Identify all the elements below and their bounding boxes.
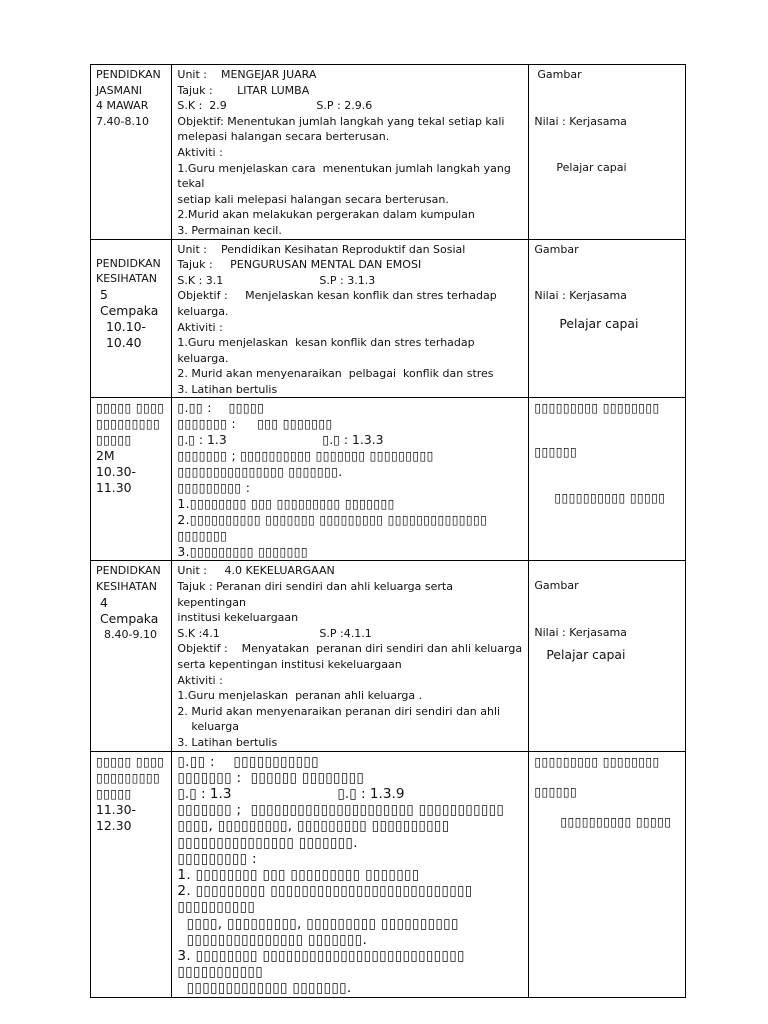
table-row — [91, 561, 686, 751]
subject-cell — [91, 561, 172, 751]
unit-line: Unit : MENGEJAR JUARA — [177, 68, 317, 81]
pelajar-capai-label: Pelajar capai — [546, 646, 626, 662]
objektif-line: ▯▯▯▯▯▯▯▯▯▯▯▯▯▯▯ ▯▯▯▯▯▯▯. — [177, 464, 343, 480]
notes-cell — [529, 239, 686, 398]
class-line: 5 Cempaka — [100, 286, 159, 318]
notes-cell — [529, 561, 686, 751]
objektif-line: Objektif : Menjelaskan kesan konflik dan stres terhadap — [177, 289, 497, 303]
subject-cell — [91, 398, 172, 561]
sk-sp-line — [177, 273, 524, 289]
nilai-label: ▯▯▯▯▯▯ — [534, 783, 578, 799]
sk-value: ▯.▯ : 1.3 — [177, 786, 232, 802]
subject-line: KESIHATAN — [96, 580, 157, 594]
aktiviti-line: keluarga — [177, 720, 239, 734]
subject-line: ▯▯▯▯▯ ▯▯▯▯ — [96, 400, 165, 416]
gambar-label: Gambar — [534, 579, 579, 593]
subject-line: PENDIDKAN — [96, 68, 161, 81]
subject-line: ▯▯▯▯▯ — [96, 785, 132, 801]
subject-line: KESIHATAN — [96, 272, 157, 286]
subject-line: PENDIDKAN — [96, 256, 161, 270]
aktiviti-line: 3. Latihan bertulis — [177, 382, 278, 396]
notes-cell — [529, 751, 686, 997]
sp-value: ▯.▯ : 1.3.9 — [337, 786, 405, 802]
table-row — [91, 239, 686, 398]
gambar-label: Gambar — [534, 242, 579, 256]
aktiviti-line: ▯▯▯▯▯▯▯▯▯▯▯▯▯▯▯ ▯▯▯▯▯▯▯. — [177, 931, 368, 948]
aktiviti-line: 2. ▯▯▯▯▯▯▯▯▯ ▯▯▯▯▯▯▯▯▯▯▯▯▯▯▯▯▯▯▯▯▯▯▯▯▯▯ — [177, 883, 473, 900]
aktiviti-line: 3.▯▯▯▯▯▯▯▯▯ ▯▯▯▯▯▯▯ — [177, 544, 308, 560]
notes-cell — [529, 398, 686, 561]
table-row — [91, 751, 686, 997]
sk-value: S.K :4.1 — [177, 626, 220, 640]
table-row — [91, 65, 686, 240]
subject-cell — [91, 239, 172, 398]
aktiviti-label: ▯▯▯▯▯▯▯▯▯ : — [177, 850, 257, 867]
time-line: 10.30-11.30 — [96, 464, 136, 496]
time-line: 10.40 — [106, 334, 142, 350]
objektif-line: keluarga. — [177, 304, 229, 318]
tajuk-line: Tajuk : PENGURUSAN MENTAL DAN EMOSI — [177, 258, 422, 272]
time-line: 7.40-8.10 — [96, 114, 149, 128]
objektif-line: melepasi halangan secara berterusan. — [177, 130, 390, 144]
lesson-details-cell — [172, 239, 529, 398]
objektif-line: serta kepentingan institusi kekeluargaan — [177, 658, 402, 672]
unit-line: ▯.▯▯ : ▯▯▯▯▯ — [177, 400, 265, 416]
sk-sp-line — [177, 626, 524, 642]
lesson-details-cell — [172, 561, 529, 751]
tajuk-line: Tajuk : Peranan diri sendiri dan ahli keluarga serta kepentingan — [177, 580, 457, 609]
aktiviti-line: 3. Latihan bertulis — [177, 736, 278, 749]
pelajar-capai-label: ▯▯▯▯▯▯▯▯▯▯ ▯▯▯▯▯ — [560, 813, 672, 829]
sp-value: S.P : 3.1.3 — [319, 273, 376, 287]
subject-line: PENDIDKAN — [96, 564, 161, 578]
aktiviti-line: 1.Guru menjelaskan peranan ahli keluarga . — [177, 689, 423, 703]
sk-value: S.K : 2.9 — [177, 99, 227, 113]
objektif-line: ▯▯▯▯▯▯▯ ; ▯▯▯▯▯▯▯▯▯▯ ▯▯▯▯▯▯▯ ▯▯▯▯▯▯▯▯▯ — [177, 448, 434, 464]
table-row — [91, 398, 686, 561]
aktiviti-line: ▯▯▯▯▯▯▯▯▯▯▯▯▯ ▯▯▯▯▯▯▯. — [177, 980, 352, 997]
aktiviti-line: 2. Murid akan menyenaraikan pelbagai konflik dan stres — [177, 367, 494, 381]
aktiviti-label: Aktiviti : — [177, 673, 223, 687]
sk-sp-line — [177, 432, 524, 448]
sk-sp-line — [177, 98, 524, 114]
sp-value: S.P :4.1.1 — [319, 626, 372, 640]
pelajar-capai-label: ▯▯▯▯▯▯▯▯▯▯ ▯▯▯▯▯ — [554, 490, 666, 506]
tajuk-line: Tajuk : LITAR LUMBA — [177, 83, 310, 97]
notes-cell — [529, 65, 686, 240]
aktiviti-line: 1.Guru menjelaskan cara menentukan jumlah langkah yang tekal — [177, 161, 515, 191]
objektif-line: ▯▯▯▯▯▯▯ ; ▯▯▯▯▯▯▯▯▯▯▯▯▯▯▯▯▯▯▯▯▯ ▯▯▯▯▯▯▯▯▯▯▯ — [177, 802, 505, 819]
aktiviti-line: 1.Guru menjelaskan kesan konflik dan stres terhadap keluarga. — [177, 336, 479, 365]
class-line: 4 MAWAR — [96, 99, 149, 113]
aktiviti-line: 2. Murid akan menyenaraikan peranan diri sendiri dan ahli — [177, 704, 501, 718]
gambar-label: Gambar — [537, 68, 582, 81]
class-line: 2M — [96, 448, 115, 464]
aktiviti-line: 3. ▯▯▯▯▯▯▯▯ ▯▯▯▯▯▯▯▯▯▯▯▯▯▯▯▯▯▯▯▯▯▯▯▯▯▯ ▯▯▯▯▯▯▯▯▯▯▯ — [177, 948, 470, 981]
subject-cell — [91, 751, 172, 997]
pelajar-capai-label: Pelajar capai — [556, 161, 627, 175]
objektif-line: ▯▯▯▯, ▯▯▯▯▯▯▯▯▯, ▯▯▯▯▯▯▯▯▯ ▯▯▯▯▯▯▯▯▯▯ — [177, 818, 450, 835]
aktiviti-line: 1. ▯▯▯▯▯▯▯▯ ▯▯▯ ▯▯▯▯▯▯▯▯▯ ▯▯▯▯▯▯▯ — [177, 867, 420, 884]
sp-value: ▯.▯ : 1.3.3 — [322, 432, 384, 448]
subject-line: ▯▯▯▯▯▯▯▯▯ — [96, 769, 161, 785]
subject-line: ▯▯▯▯▯ ▯▯▯▯ — [96, 753, 165, 769]
aktiviti-line: 2.Murid akan melakukan pergerakan dalam kumpulan — [177, 208, 475, 222]
nilai-label: Nilai : Kerjasama — [534, 289, 627, 303]
lesson-details-cell — [172, 65, 529, 240]
tajuk-line: ▯▯▯▯▯▯▯ : ▯▯▯ ▯▯▯▯▯▯▯ — [177, 416, 333, 432]
gambar-label: ▯▯▯▯▯▯▯▯▯ ▯▯▯▯▯▯▯▯ — [534, 400, 660, 416]
gambar-label: ▯▯▯▯▯▯▯▯▯ ▯▯▯▯▯▯▯▯ — [534, 753, 660, 769]
aktiviti-label: Aktiviti : — [177, 320, 223, 334]
aktiviti-line: ▯▯▯▯▯▯▯▯▯▯ — [177, 899, 256, 916]
nilai-label: Nilai : Kerjasama — [534, 114, 627, 128]
subject-line: ▯▯▯▯▯▯▯▯▯ — [96, 416, 161, 432]
aktiviti-line: ▯▯▯▯, ▯▯▯▯▯▯▯▯▯, ▯▯▯▯▯▯▯▯▯ ▯▯▯▯▯▯▯▯▯▯ — [177, 915, 459, 932]
lesson-details-cell — [172, 398, 529, 561]
aktiviti-label: ▯▯▯▯▯▯▯▯▯ : — [177, 480, 251, 496]
lesson-plan-table — [90, 64, 686, 998]
time-line: 11.30- — [96, 801, 136, 817]
aktiviti-line: 2.▯▯▯▯▯▯▯▯▯▯ ▯▯▯▯▯▯▯ ▯▯▯▯▯▯▯▯▯ ▯▯▯▯▯▯▯▯▯▯▯▯▯▯ — [177, 512, 488, 528]
objektif-line: Objektif: Menentukan jumlah langkah yang tekal setiap kali — [177, 114, 505, 128]
objektif-line: Objektif : Menyatakan peranan diri sendiri dan ahli keluarga — [177, 642, 523, 656]
nilai-label: ▯▯▯▯▯▯ — [534, 444, 578, 460]
time-line: 8.40-9.10 — [104, 627, 157, 641]
aktiviti-label: Aktiviti : — [177, 145, 223, 159]
tajuk-line: institusi kekeluargaan — [177, 611, 299, 625]
nilai-label: Nilai : Kerjasama — [534, 626, 627, 640]
subject-line: JASMANI — [96, 83, 143, 97]
aktiviti-line: setiap kali melepasi halangan secara berterusan. — [177, 192, 449, 206]
class-line: 4 Cempaka — [100, 594, 159, 626]
sk-value: S.K : 3.1 — [177, 273, 224, 287]
subject-line: ▯▯▯▯▯ — [96, 432, 132, 448]
objektif-line: ▯▯▯▯▯▯▯▯▯▯▯▯▯▯▯ ▯▯▯▯▯▯▯. — [177, 834, 358, 851]
unit-line: ▯.▯▯ : ▯▯▯▯▯▯▯▯▯▯▯ — [177, 753, 319, 770]
subject-cell — [91, 65, 172, 240]
sk-value: ▯.▯ : 1.3 — [177, 432, 227, 448]
aktiviti-line: 3. Permainan kecil. — [177, 223, 282, 237]
sp-value: S.P : 2.9.6 — [316, 99, 373, 113]
aktiviti-line: 1.▯▯▯▯▯▯▯▯ ▯▯▯ ▯▯▯▯▯▯▯▯▯ ▯▯▯▯▯▯▯ — [177, 496, 395, 512]
sk-sp-line — [177, 786, 524, 802]
lesson-details-cell — [172, 751, 529, 997]
tajuk-line: ▯▯▯▯▯▯▯ : ▯▯▯▯▯▯ ▯▯▯▯▯▯▯▯ — [177, 769, 365, 786]
unit-line: Unit : Pendidikan Kesihatan Reproduktif dan Sosial — [177, 242, 466, 256]
aktiviti-line: ▯▯▯▯▯▯▯ — [177, 528, 228, 544]
time-line: 12.30 — [96, 817, 132, 833]
unit-line: Unit : 4.0 KEKELUARGAAN — [177, 564, 335, 578]
pelajar-capai-label: Pelajar capai — [559, 315, 639, 331]
time-line: 10.10- — [106, 318, 146, 334]
